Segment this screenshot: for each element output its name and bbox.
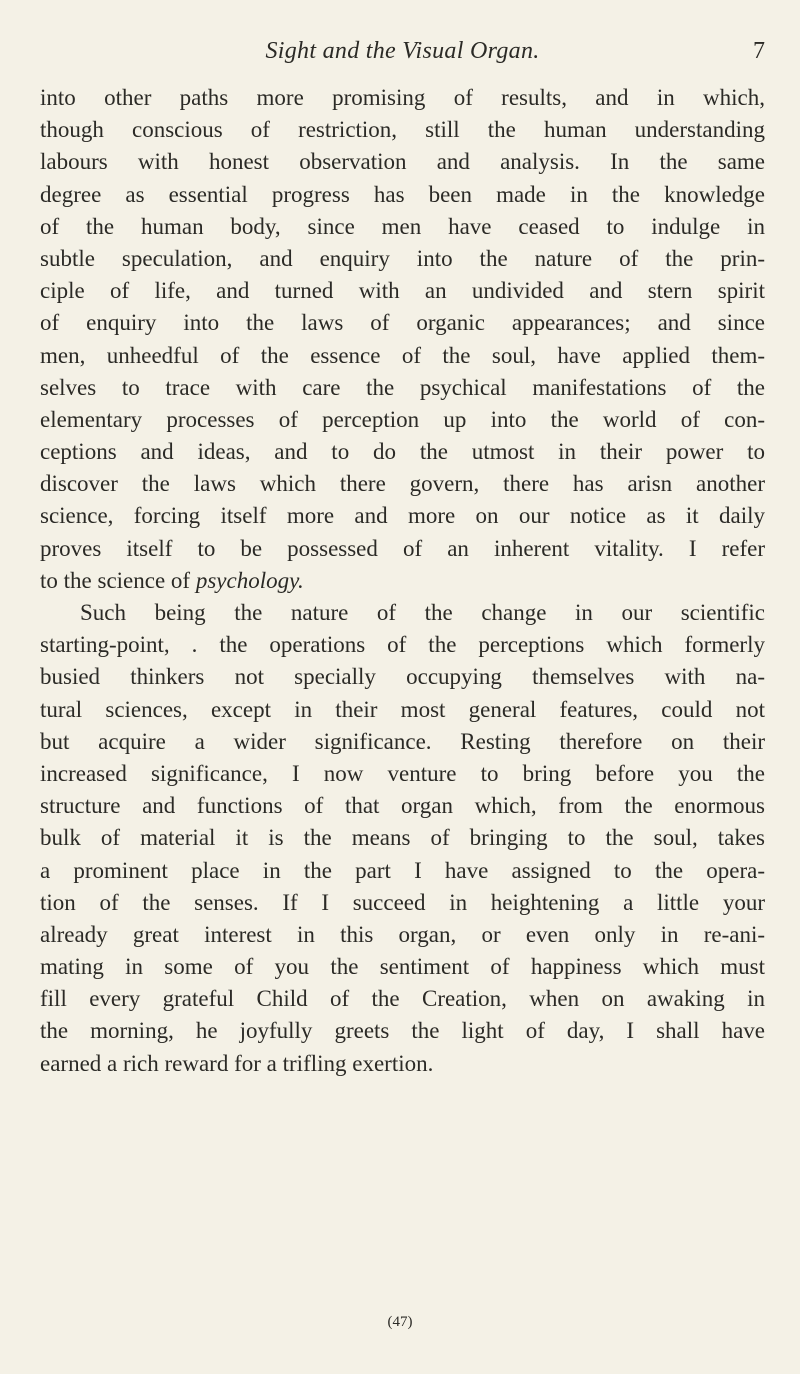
- text-line: tion of the senses. If I succeed in heightening a little your: [40, 889, 765, 915]
- text-line: selves to trace with care the psychical manifestations of the: [40, 374, 765, 400]
- text-line: tural sciences, except in their most general features, could not: [40, 696, 765, 722]
- psychology-term: psychology.: [195, 567, 304, 593]
- text-line: science, forcing itself more and more on our notice as it daily: [40, 503, 765, 529]
- text-line: into other paths more promising of results, and in which,: [40, 85, 765, 110]
- text-line: starting-point, . the operations of the perceptions which formerly: [40, 632, 765, 658]
- text-line: discover the laws which there govern, there has arisn another: [40, 471, 765, 497]
- text-line: structure and functions of that organ which, from the enormous: [40, 793, 765, 819]
- text-line: of the human body, since men have ceased to indulge in: [40, 213, 765, 239]
- text-line: fill every grateful Child of the Creation, when on awaking in: [40, 986, 765, 1012]
- folio: (47): [387, 1314, 413, 1330]
- text-line: elementary processes of perception up into the world of con-: [40, 406, 765, 432]
- text-line: earned a rich reward for a trifling exertion.: [40, 1050, 434, 1076]
- text-line: proves itself to be possessed of an inherent vitality. I refer: [40, 535, 765, 561]
- text-line: [40, 565, 765, 597]
- text-line: increased significance, I now venture to bring before you the: [40, 760, 765, 786]
- text-line: degree as essential progress has been made in the knowledge: [40, 181, 765, 207]
- running-title: Sight and the Visual Organ.: [265, 38, 540, 64]
- psychology-prefix: to the science of: [40, 567, 196, 593]
- text-line: but acquire a wider significance. Resting therefore on their: [40, 728, 765, 754]
- paragraph-start-line: Such being the nature of the change in our scientific: [80, 600, 765, 625]
- text-line: mating in some of you the sentiment of happiness which must: [40, 954, 765, 980]
- text-line: men, unheedful of the essence of the soul, have applied them-: [40, 342, 765, 368]
- text-line: a prominent place in the part I have assigned to the opera-: [40, 857, 765, 883]
- text-line: labours with honest observation and analysis. In the same: [40, 149, 765, 175]
- body-text: [40, 82, 765, 1080]
- running-head: [40, 38, 765, 68]
- text-line: ceptions and ideas, and to do the utmost in their power to: [40, 439, 765, 465]
- page-number: 7: [753, 38, 765, 64]
- text-line: busied thinkers not specially occupying themselves with na-: [40, 664, 765, 690]
- text-line: the morning, he joyfully greets the light of day, I shall have: [40, 1018, 765, 1044]
- text-line: bulk of material it is the means of bringing to the soul, takes: [40, 825, 765, 851]
- text-line: ciple of life, and turned with an undivided and stern spirit: [40, 278, 765, 304]
- text-line: already great interest in this organ, or even only in re-ani-: [40, 921, 765, 947]
- text-line: of enquiry into the laws of organic appearances; and since: [40, 310, 765, 336]
- text-line: though conscious of restriction, still the human understanding: [40, 117, 765, 143]
- text-line: subtle speculation, and enquiry into the nature of the prin-: [40, 245, 765, 271]
